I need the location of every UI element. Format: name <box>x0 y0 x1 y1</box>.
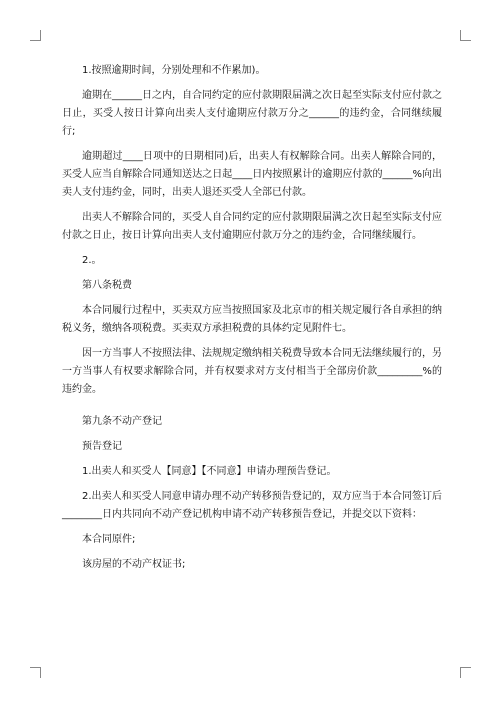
section-heading-8: 第八条税费 <box>82 280 132 291</box>
paragraph-2: 逾期在______日之内，自合同约定的应付款期限届满之次日起至实际支付应付款之日止，买受人按日计算向出卖人支付逾期应付款万分之______的违约金，合同继续履行; <box>62 90 442 137</box>
crop-mark-top-left <box>30 30 41 41</box>
paragraph-4: 出卖人不解除合同的，买受人自合同约定的应付款期限届满之次日起至实际支付应付款之日止，按日计算向出卖人支付逾期应付款万分之的违约金，合同继续履行。 <box>62 212 442 241</box>
paragraph-7: 本合同履行过程中，买卖双方应当按照国家及北京市的相关规定履行各自承担的纳税义务，缴纳各项税费。买卖双方承担税费的具体约定见附件七。 <box>62 305 442 334</box>
crop-mark-top-right <box>460 30 471 41</box>
subheading-preregistration: 预告登记 <box>82 441 122 452</box>
paragraph-1: 1.按照逾期时间，分别处理和不作累加)。 <box>82 65 266 76</box>
crop-mark-bottom-left <box>30 667 41 678</box>
paragraph-12: 2.出卖人和买受人同意申请办理不动产转移预告登记的，双方应当于本合同签订后________日内共同向不动产登记机构申请不动产转移预告登记，并提交以下资料： <box>62 491 442 520</box>
paragraph-13: 本合同原件; <box>82 534 136 545</box>
crop-mark-bottom-right <box>460 667 471 678</box>
paragraph-3: 逾期超过____日项中的日期相同)后，出卖人有权解除合同。出卖人解除合同的，买受人应当自解除合同通知送达之日起____日内按照累计的逾期应付款的______%向出卖人支付违约金，同时，出卖人退还买受人全部已付款。 <box>62 151 442 198</box>
paragraph-5: 2.。 <box>82 255 102 266</box>
section-heading-9: 第九条不动产登记 <box>82 416 162 427</box>
paragraph-8: 因一方当事人不按照法律、法规规定缴纳相关税费导致本合同无法继续履行的，另一方当事人有权要求解除合同，并有权要求对方支付相当于全部房价款_________%的违约金。 <box>62 348 442 395</box>
paragraph-14: 该房屋的不动产权证书; <box>82 559 186 570</box>
paragraph-11: 1.出卖人和买受人【同意】【不同意】申请办理预告登记。 <box>82 466 337 477</box>
document-body <box>62 62 442 581</box>
